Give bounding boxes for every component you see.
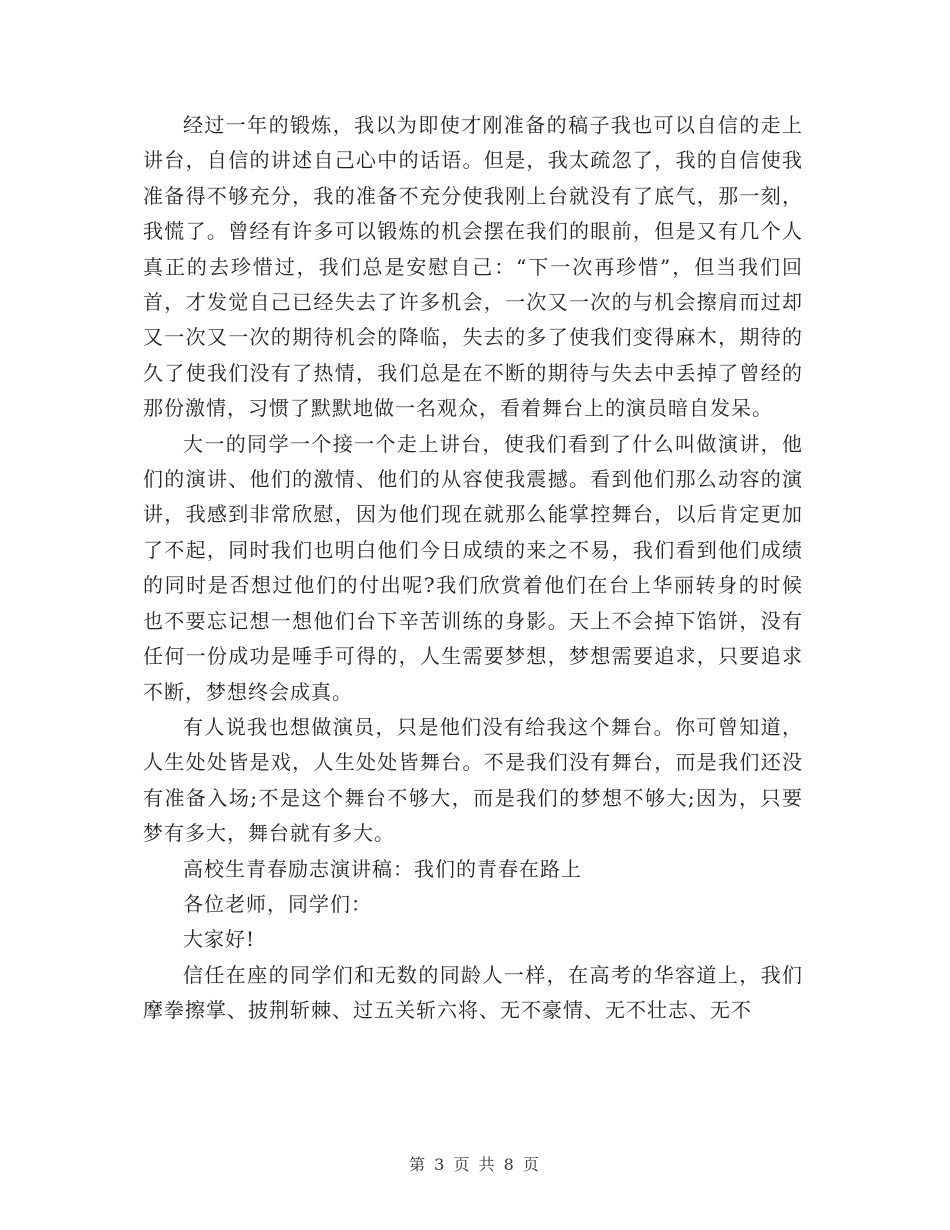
paragraph-7: 信任在座的同学们和无数的同龄人一样，在高考的华容道上，我们摩拳擦掌、披荆斩棘、过五关斩六将、无不豪情、无不壮志、无不	[143, 962, 803, 1023]
paragraph-3: 有人说我也想做演员，只是他们没有给我这个舞台。你可曾知道，人生处处皆是戏，人生处处皆舞台。不是我们没有舞台，而是我们还没有准备入场;不是这个舞台不够大，而是我们的梦想不够大;因为，只要梦有多大，舞台就有多大。	[143, 714, 803, 846]
salutation: 各位老师，同学们：	[183, 891, 372, 916]
page-number-footer: 第 3 页 共 8 页	[409, 1155, 541, 1174]
document-body	[143, 108, 803, 1029]
paragraph-1: 经过一年的锻炼，我以为即使才刚准备的稿子我也可以自信的走上讲台，自信的讲述自己心中的话语。但是，我太疏忽了，我的自信使我准备得不够充分，我的准备不充分使我刚上台就没有了底气，那一刻，我慌了。曾经有许多可以锻炼的机会摆在我们的眼前，但是又有几个人真正的去珍惜过，我们总是安慰自己：“下一次再珍惜”，但当我们回首，才发觉自己已经失去了许多机会，一次又一次的与机会擦肩而过却又一次又一次的期待机会的降临，失去的多了使我们变得麻木，期待的久了使我们没有了热情，我们总是在不断的期待与失去中丢掉了曾经的那份激情，习惯了默默地做一名观众，看着舞台上的演员暗自发呆。	[143, 113, 803, 421]
greeting: 大家好!	[183, 927, 256, 952]
speech-title: 高校生青春励志演讲稿：我们的青春在路上	[183, 856, 582, 881]
paragraph-2: 大一的同学一个接一个走上讲台，使我们看到了什么叫做演讲，他们的演讲、他们的激情、他们的从容使我震撼。看到他们那么动容的演讲，我感到非常欣慰，因为他们现在就那么能掌控舞台，以后肯定更加了不起，同时我们也明白他们今日成绩的来之不易，我们看到他们成绩的同时是否想过他们的付出呢?我们欣赏着他们在台上华丽转身的时候也不要忘记想一想他们台下辛苦训练的身影。天上不会掉下馅饼，没有任何一份成功是唾手可得的，人生需要梦想，梦想需要追求，只要追求不断，梦想终会成真。	[143, 431, 803, 704]
